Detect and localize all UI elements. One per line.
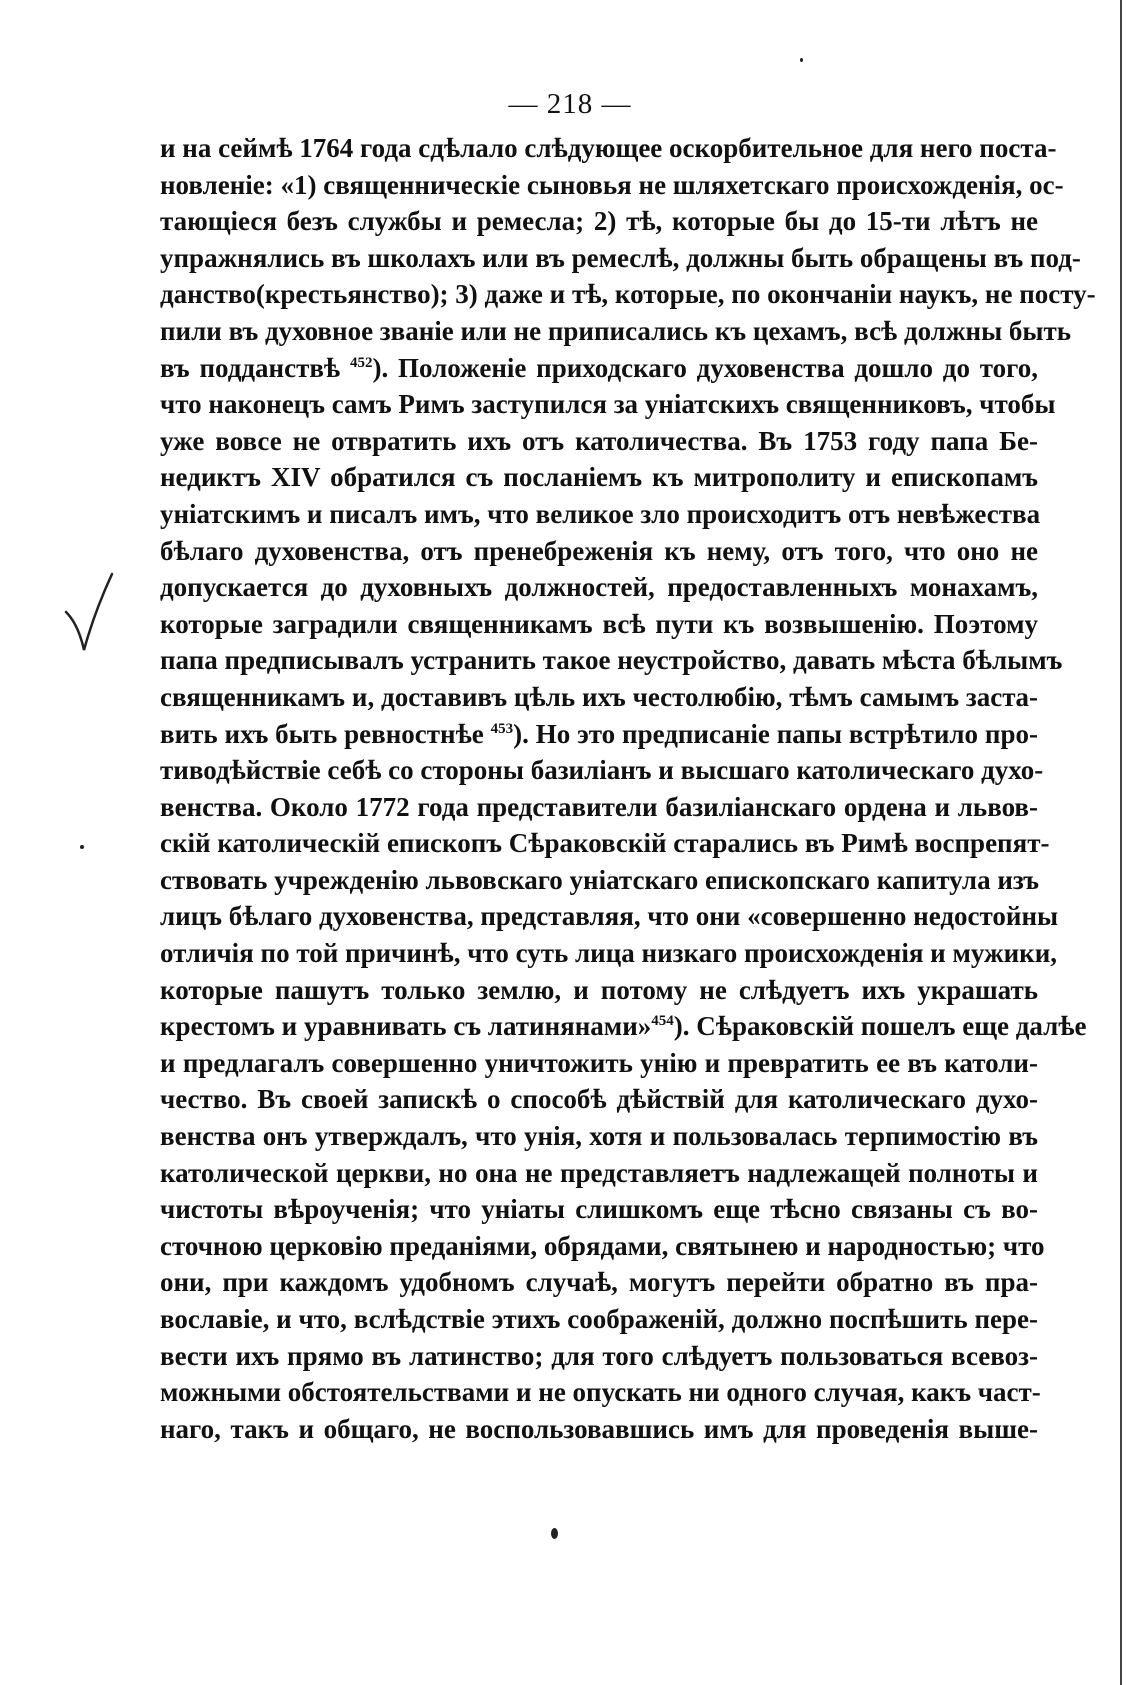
text-segment: ). Положеніе приходскаго духовенства дошло до того, xyxy=(372,352,1038,383)
text-line: и предлагалъ совершенно уничтожить унію и превратить ее въ католи- xyxy=(160,1047,1038,1078)
text-line: наго, такъ и общаго, не воспользовавшись имъ для проведенія выше- xyxy=(160,1413,1038,1444)
text-segment: ). Сѣраковскій пошелъ еще далѣе xyxy=(673,1011,1087,1042)
page-edge xyxy=(1120,0,1122,1685)
text-line: тиводѣйствіе себѣ со стороны базиліанъ и высшаго католическаго духо- xyxy=(160,755,1044,786)
text-line: вести ихъ прямо въ латинство; для того слѣдуетъ пользоваться всевоз- xyxy=(160,1340,1038,1371)
text-line xyxy=(160,1008,1087,1045)
text-line: тающіеся безъ службы и ремесла; 2) тѣ, которые бы до 15-ти лѣтъ не xyxy=(160,206,1038,237)
text-line: католической церкви, но она не представляетъ надлежащей полноты и xyxy=(160,1157,1038,1188)
page-number: — 218 — xyxy=(508,88,632,120)
text-line: уже вовсе не отвратить ихъ отъ католичества. Въ 1753 году папа Бе- xyxy=(160,425,1038,456)
text-line: чество. Въ своей запискѣ о способѣ дѣйствій для католическаго духо- xyxy=(160,1084,1038,1115)
text-line: допускается до духовныхъ должностей, предоставленныхъ монахамъ, xyxy=(160,572,1038,603)
text-line: недиктъ XIV обратился съ посланіемъ къ митрополиту и епископамъ xyxy=(160,462,1038,493)
ink-speck xyxy=(551,1528,558,1539)
text-line: можными обстоятельствами и не опускать ни одного случая, какъ част- xyxy=(160,1377,1041,1408)
text-line: вославіе, и что, вслѣдствіе этихъ соображеній, должно поспѣшить пере- xyxy=(160,1304,1038,1334)
text-segment: ). Но это предписаніе папы встрѣтило про- xyxy=(513,718,1038,749)
text-line: бѣлаго духовенства, отъ пренебреженія къ нему, отъ того, что оно не xyxy=(160,535,1038,566)
text-line: пили въ духовное званіе или не приписались къ цехамъ, всѣ должны быть xyxy=(160,315,1072,346)
text-line: скій католическій епископъ Сѣраковскій старались въ Римѣ воспрепят- xyxy=(160,828,1050,859)
text-line: сточною церковію преданіями, обрядами, святынею и народностью; что xyxy=(160,1230,1045,1261)
text-line: чистоты вѣроученія; что уніаты слишкомъ еще тѣсно связаны съ во- xyxy=(160,1194,1038,1225)
checkmark-annotation-icon xyxy=(60,570,120,660)
text-line: и на сеймѣ 1764 года сдѣлало слѣдующее оскорбительное для него поста- xyxy=(160,133,1057,163)
footnote-ref: 454 xyxy=(651,1013,674,1030)
text-line: отличія по той причинѣ, что суть лица низкаго происхожденія и мужики, xyxy=(160,938,1058,969)
text-line: уніатскимъ и писалъ имъ, что великое зло происходитъ отъ невѣжества xyxy=(160,498,1041,529)
text-line: которые пашутъ только землю, и потому не слѣдуетъ ихъ украшать xyxy=(160,974,1038,1005)
text-segment: крестомъ и уравнивать съ латинянами» xyxy=(160,1011,652,1042)
ink-speck xyxy=(80,845,84,849)
text-line: данство(крестьянство); 3) даже и тѣ, которые, по окончаніи наукъ, не посту- xyxy=(160,279,1096,310)
text-line: упражнялись въ школахъ или въ ремеслѣ, должны быть обращены въ под- xyxy=(160,242,1081,273)
text-line: лицъ бѣлаго духовенства, представляя, что они «совершенно недостойны xyxy=(160,901,1059,932)
ink-speck xyxy=(800,58,803,62)
text-line: венства онъ утверждалъ, что унія, хотя и пользовалась терпимостію въ xyxy=(160,1121,1038,1152)
text-line: которые заградили священникамъ всѣ пути къ возвышенію. Поэтому xyxy=(160,608,1038,639)
text-line: священникамъ и, доставивъ цѣль ихъ честолюбію, тѣмъ самымъ застa- xyxy=(160,681,1038,712)
text-line: папа предписывалъ устранить такое неустройство, давать мѣста бѣлымъ xyxy=(160,645,1063,676)
text-line: ствовать учрежденію львовскаго уніатскаго епископскаго капитула изъ xyxy=(160,864,1040,895)
footnote-ref: 452 xyxy=(349,354,373,371)
body-text xyxy=(160,130,1096,1447)
text-segment: вить ихъ быть ревностнѣе xyxy=(160,718,484,749)
text-line: они, при каждомъ удобномъ случаѣ, могутъ перейти обратно въ пра- xyxy=(160,1267,1038,1298)
text-line xyxy=(160,716,1038,753)
text-line: венства. Около 1772 года представители базиліанскаго ордена и львов- xyxy=(160,791,1038,822)
footnote-ref: 453 xyxy=(490,720,514,737)
text-line: новленіе: «1) священническіе сыновья не шляхетскаго происхожденія, ос- xyxy=(160,169,1064,200)
text-segment: въ подданствѣ xyxy=(160,352,341,383)
text-line: что наконецъ самъ Римъ заступился за уніатскихъ священниковъ, чтобы xyxy=(160,389,1056,420)
text-line xyxy=(160,350,1038,387)
